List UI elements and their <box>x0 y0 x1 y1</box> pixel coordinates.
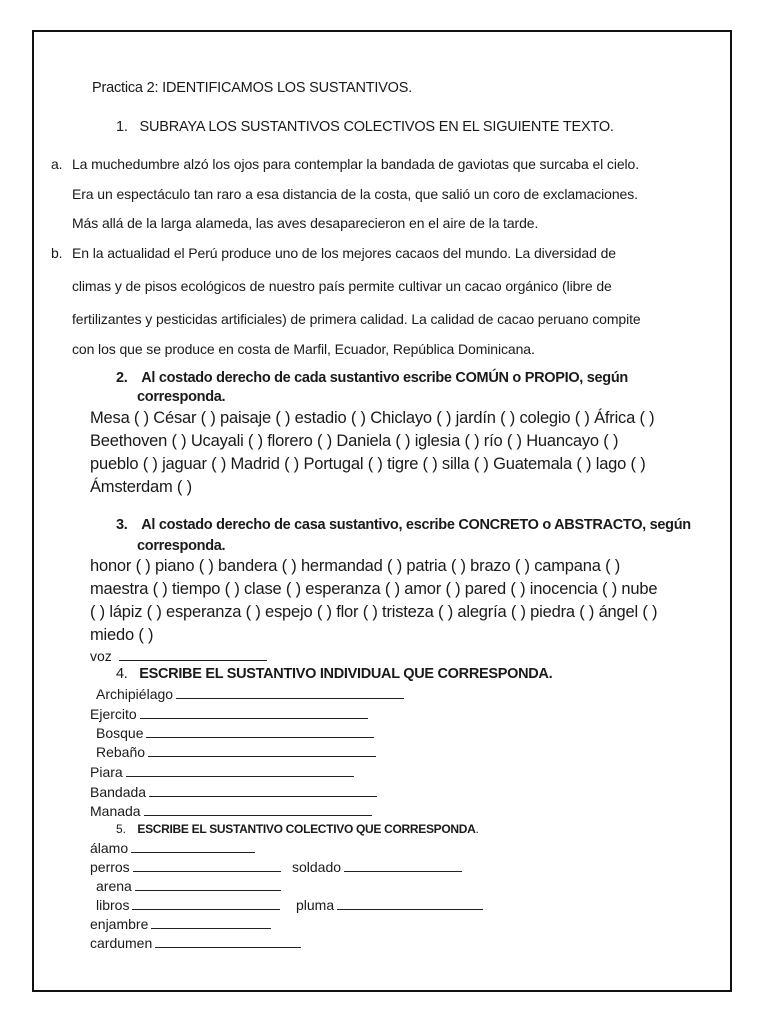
answer-line-arena[interactable] <box>135 878 281 891</box>
paragraph-b-line-1: En la actualidad el Perú produce uno de los mejores cacaos del mundo. La diversidad de <box>72 245 616 261</box>
voz-label: voz <box>90 648 112 664</box>
section1-number: 1. <box>116 119 128 135</box>
answer-line-rebano[interactable] <box>148 744 376 757</box>
section4-number: 4. <box>116 666 128 682</box>
section4-heading <box>116 666 552 682</box>
section3-line-3: ( ) lápiz ( ) esperanza ( ) espejo ( ) flor ( ) tristeza ( ) alegría ( ) piedra ( ) ángel ( ) <box>90 603 658 621</box>
answer-line-alamo[interactable] <box>131 840 255 853</box>
answer-line-perros[interactable] <box>133 859 281 872</box>
practice-title: Practica 2: IDENTIFICAMOS LOS SUSTANTIVOS. <box>92 80 413 96</box>
answer-line-manada[interactable] <box>144 803 372 816</box>
word-alamo: álamo <box>90 840 129 856</box>
paragraph-b-line-3: fertilizantes y pesticidas artificiales) de primera calidad. La calidad de cacao peruano compite <box>72 311 641 327</box>
section5-title-dot: . <box>475 822 479 836</box>
section5-row-libros <box>96 897 280 913</box>
section4-row-bandada <box>90 784 377 800</box>
answer-line-pluma[interactable] <box>337 897 483 910</box>
section5-row-cardumen <box>90 935 301 951</box>
word-bandada: Bandada <box>90 784 147 800</box>
answer-line-ejercito[interactable] <box>140 706 368 719</box>
word-arena: arena <box>96 878 132 894</box>
section5-row-enjambre <box>90 916 271 932</box>
section5-title: ESCRIBE EL SUSTANTIVO COLECTIVO QUE CORRESPONDA <box>137 822 476 836</box>
word-enjambre: enjambre <box>90 916 149 932</box>
section2-heading <box>116 370 628 386</box>
paragraph-b-line-2: climas y de pisos ecológicos de nuestro país permite cultivar un cacao orgánico (libre de <box>72 278 612 294</box>
word-piara: Piara <box>90 764 123 780</box>
section2-line-3: pueblo ( ) jaguar ( ) Madrid ( ) Portugal ( ) tigre ( ) silla ( ) Guatemala ( ) lago ( ) <box>90 455 646 473</box>
section5-row-alamo <box>90 840 255 856</box>
section2-title-cont: corresponda. <box>137 389 226 405</box>
section2-line-2: Beethoven ( ) Ucayali ( ) florero ( ) Daniela ( ) iglesia ( ) río ( ) Huancayo ( ) <box>90 432 619 450</box>
section4-row-manada <box>90 803 372 819</box>
word-bosque: Bosque <box>96 725 144 741</box>
voz-answer-row <box>90 648 267 664</box>
answer-line-soldado[interactable] <box>344 859 462 872</box>
word-archipielago: Archipiélago <box>96 686 174 702</box>
section4-row-bosque <box>96 725 374 741</box>
answer-line-bandada[interactable] <box>149 784 377 797</box>
section5-row-pluma <box>296 897 483 913</box>
section5-row-soldado <box>292 859 462 875</box>
word-pluma: pluma <box>296 897 335 913</box>
word-cardumen: cardumen <box>90 935 153 951</box>
section3-title-cont: corresponda. <box>137 538 226 554</box>
section5-row-perros <box>90 859 281 875</box>
answer-line-bosque[interactable] <box>146 725 374 738</box>
word-perros: perros <box>90 859 130 875</box>
section2-number: 2. <box>116 370 128 386</box>
word-rebano: Rebaño <box>96 744 146 760</box>
section3-number: 3. <box>116 517 128 533</box>
word-manada: Manada <box>90 803 141 819</box>
word-libros: libros <box>96 897 130 913</box>
section5-row-arena <box>96 878 281 894</box>
section3-line-2: maestra ( ) tiempo ( ) clase ( ) esperanza ( ) amor ( ) pared ( ) inocencia ( ) nube <box>90 580 658 598</box>
section4-title: ESCRIBE EL SUSTANTIVO INDIVIDUAL QUE CORRESPONDA. <box>139 666 553 682</box>
word-soldado: soldado <box>292 859 342 875</box>
voz-answer-line[interactable] <box>119 648 267 661</box>
paragraph-b-line-4: con los que se produce en costa de Marfil, Ecuador, República Dominicana. <box>72 341 535 357</box>
section3-heading <box>116 517 691 533</box>
answer-line-piara[interactable] <box>126 764 354 777</box>
section3-line-4: miedo ( ) <box>90 626 154 644</box>
section2-title: Al costado derecho de cada sustantivo escribe COMÚN o PROPIO, según <box>141 370 628 386</box>
paragraph-a-marker: a. <box>51 156 63 172</box>
answer-line-enjambre[interactable] <box>151 916 271 929</box>
paragraph-b-marker: b. <box>51 245 63 261</box>
section4-row-archipielago <box>96 686 404 702</box>
section2-line-1: Mesa ( ) César ( ) paisaje ( ) estadio ( ) Chiclayo ( ) jardín ( ) colegio ( ) África ( ) <box>90 409 655 427</box>
section4-row-ejercito <box>90 706 368 722</box>
section2-line-4: Ámsterdam ( ) <box>90 478 192 496</box>
word-ejercito: Ejercito <box>90 706 137 722</box>
section1-title: SUBRAYA LOS SUSTANTIVOS COLECTIVOS EN EL SIGUIENTE TEXTO. <box>139 119 614 135</box>
answer-line-archipielago[interactable] <box>176 686 404 699</box>
paragraph-a-line-3: Más allá de la larga alameda, las aves desaparecieron en el aire de la tarde. <box>72 215 539 231</box>
paragraph-a-line-2: Era un espectáculo tan raro a esa distancia de la costa, que salió un coro de exclamaciones. <box>72 186 638 202</box>
section1-heading <box>116 119 614 135</box>
answer-line-libros[interactable] <box>132 897 280 910</box>
section3-title: Al costado derecho de casa sustantivo, escribe CONCRETO o ABSTRACTO, según <box>141 517 691 533</box>
answer-line-cardumen[interactable] <box>155 935 301 948</box>
section5-heading <box>116 822 479 836</box>
paragraph-a-line-1: La muchedumbre alzó los ojos para contemplar la bandada de gaviotas que surcaba el cielo. <box>72 156 640 172</box>
section4-row-piara <box>90 764 354 780</box>
section4-row-rebano <box>96 744 376 760</box>
section5-number: 5. <box>116 822 127 836</box>
section3-line-1: honor ( ) piano ( ) bandera ( ) hermandad ( ) patria ( ) brazo ( ) campana ( ) <box>90 557 621 575</box>
